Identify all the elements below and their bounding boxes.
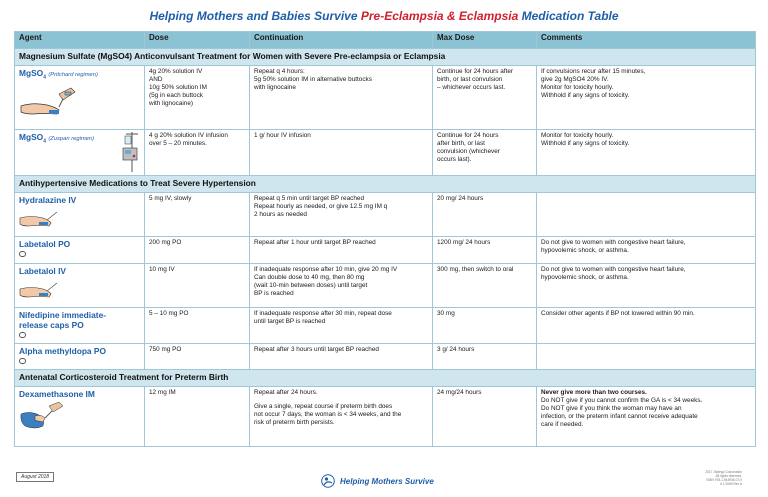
footer-date: August 2018 — [16, 472, 54, 482]
agent-cell — [15, 264, 145, 308]
table-row — [15, 344, 756, 370]
footer-legal: 2017 Jhpiego Corporation All rights reserved. ISBN 978-1-943936-07-9 # 1 0069 Rev A — [705, 470, 742, 486]
dose-cell: 750 mg PO — [145, 344, 250, 370]
table-row — [15, 66, 756, 130]
comments-cell: If convulsions recur after 15 minutes, give 2g MgSO4 20% IV. Monitor for toxicity hourly. Withhold if any signs of toxicity. — [537, 66, 756, 130]
infusion-pump-icon — [122, 132, 142, 172]
table-row — [15, 193, 756, 237]
agent-name: Labetalol PO — [19, 239, 71, 249]
table-row — [15, 308, 756, 344]
section-title: Antenatal Corticosteroid Treatment for Preterm Birth — [15, 370, 756, 387]
max-dose-cell: 30 mg — [433, 308, 537, 344]
agent-name: MgSO$_4$ (Zuspan regimen) — [19, 132, 95, 145]
im-injection-icon — [19, 402, 65, 432]
agent-cell — [15, 308, 145, 344]
iv-arm-icon — [19, 208, 59, 230]
medication-table — [14, 31, 756, 447]
section-row-antihypertensive — [15, 176, 756, 193]
comments-cell: Do not give to women with congestive heart failure, hypovolemic shock, or asthma. — [537, 237, 756, 264]
title-part-1: Helping Mothers and Babies Survive — [149, 9, 358, 23]
agent-name: Alpha methyldopa PO — [19, 346, 107, 356]
max-dose-cell: 24 mg/24 hours — [433, 387, 537, 447]
header-agent: Agent — [15, 32, 145, 49]
dose-cell: 4g 20% solution IV AND 10g 50% solution IM (5g in each buttock with lignocaine) — [145, 66, 250, 130]
agent-cell — [15, 387, 145, 447]
pill-icon — [19, 358, 26, 364]
agent-name: Nifedipine immediate- release caps PO — [19, 310, 107, 330]
agent-name: MgSO$_4$ (Pritchard regimen) — [19, 68, 98, 81]
dose-cell: 10 mg IV — [145, 264, 250, 308]
comments-cell — [537, 344, 756, 370]
title-part-3: Medication Table — [521, 9, 619, 23]
max-dose-cell: 300 mg, then switch to oral — [433, 264, 537, 308]
dose-cell: 5 mg IV, slowly — [145, 193, 250, 237]
agent-cell — [15, 193, 145, 237]
pill-icon — [19, 332, 26, 338]
continuation-cell: Repeat q 4 hours: 5g 50% solution IM in alternative buttocks with lignocaine — [250, 66, 433, 130]
continuation-cell: Repeat q 5 min until target BP reached Repeat hourly as needed, or give 12.5 mg IM q 2 hours as needed — [250, 193, 433, 237]
max-dose-cell: 3 g/ 24 hours — [433, 344, 537, 370]
mother-baby-logo-icon — [320, 474, 336, 488]
iv-arm-icon — [19, 279, 59, 301]
comments-cell: Never give more than two courses. Do NOT give if you cannot confirm the GA is < 34 weeks. Do NOT give if you think the woman may have an infection, or the preterm infant cannot receive adequate care if needed. — [537, 387, 756, 447]
agent-cell — [15, 130, 145, 176]
agent-name: Hydralazine IV — [19, 195, 77, 205]
footer-logo — [320, 474, 434, 488]
table-row — [15, 264, 756, 308]
header-continuation: Continuation — [250, 32, 433, 49]
agent-cell — [15, 344, 145, 370]
continuation-cell: Repeat after 3 hours until target BP reached — [250, 344, 433, 370]
pill-icon — [19, 251, 26, 257]
agent-name: Dexamethasone IM — [19, 389, 95, 399]
agent-name: Labetalol IV — [19, 266, 67, 276]
header-max-dose: Max Dose — [433, 32, 537, 49]
max-dose-cell: Continue for 24 hours after birth, or last convulsion – whichever occurs last. — [433, 66, 537, 130]
agent-cell — [15, 66, 145, 130]
page-title — [0, 9, 768, 23]
continuation-cell: If inadequate response after 10 min, give 20 mg IV Can double dose to 40 mg, then 80 mg (wait 10-min between doses) until target BP is reached — [250, 264, 433, 308]
footer-logo-text: Helping Mothers Survive — [340, 476, 434, 486]
comments-cell — [537, 193, 756, 237]
header-comments: Comments — [537, 32, 756, 49]
max-dose-cell: 20 mg/ 24 hours — [433, 193, 537, 237]
continuation-cell: Repeat after 1 hour until target BP reached — [250, 237, 433, 264]
dose-cell: 200 mg PO — [145, 237, 250, 264]
section-title: Magnesium Sulfate (MgSO4) Anticonvulsant Treatment for Women with Severe Pre-eclampsia or Eclampsia — [15, 49, 756, 66]
table-header-row — [15, 32, 756, 49]
continuation-cell: Repeat after 24 hours. Give a single, repeat course if preterm birth does not occur 7 days, the woman is < 34 weeks, and the risk of preterm birth persists. — [250, 387, 433, 447]
dose-cell: 4 g 20% solution IV infusion over 5 – 20 minutes. — [145, 130, 250, 176]
comments-cell: Monitor for toxicity hourly. Withhold if any signs of toxicity. — [537, 130, 756, 176]
dose-cell: 12 mg IM — [145, 387, 250, 447]
max-dose-cell: 1200 mg/ 24 hours — [433, 237, 537, 264]
max-dose-cell: Continue for 24 hours after birth, or last convulsion (whichever occurs last). — [433, 130, 537, 176]
table-row — [15, 237, 756, 264]
section-title: Antihypertensive Medications to Treat Severe Hypertension — [15, 176, 756, 193]
continuation-cell: If inadequate response after 30 min, repeat dose until target BP is reached — [250, 308, 433, 344]
section-row-mgso4 — [15, 49, 756, 66]
comments-cell: Consider other agents if BP not lowered within 90 min. — [537, 308, 756, 344]
comments-cell: Do not give to women with congestive heart failure, hypovolemic shock, or asthma. — [537, 264, 756, 308]
injection-illustration-icon — [19, 86, 83, 120]
table-row — [15, 130, 756, 176]
agent-cell — [15, 237, 145, 264]
section-row-corticosteroid — [15, 370, 756, 387]
continuation-cell: 1 g/ hour IV infusion — [250, 130, 433, 176]
table-row — [15, 387, 756, 447]
header-dose: Dose — [145, 32, 250, 49]
dose-cell: 5 – 10 mg PO — [145, 308, 250, 344]
title-part-2: Pre-Eclampsia & Eclampsia — [360, 9, 519, 23]
